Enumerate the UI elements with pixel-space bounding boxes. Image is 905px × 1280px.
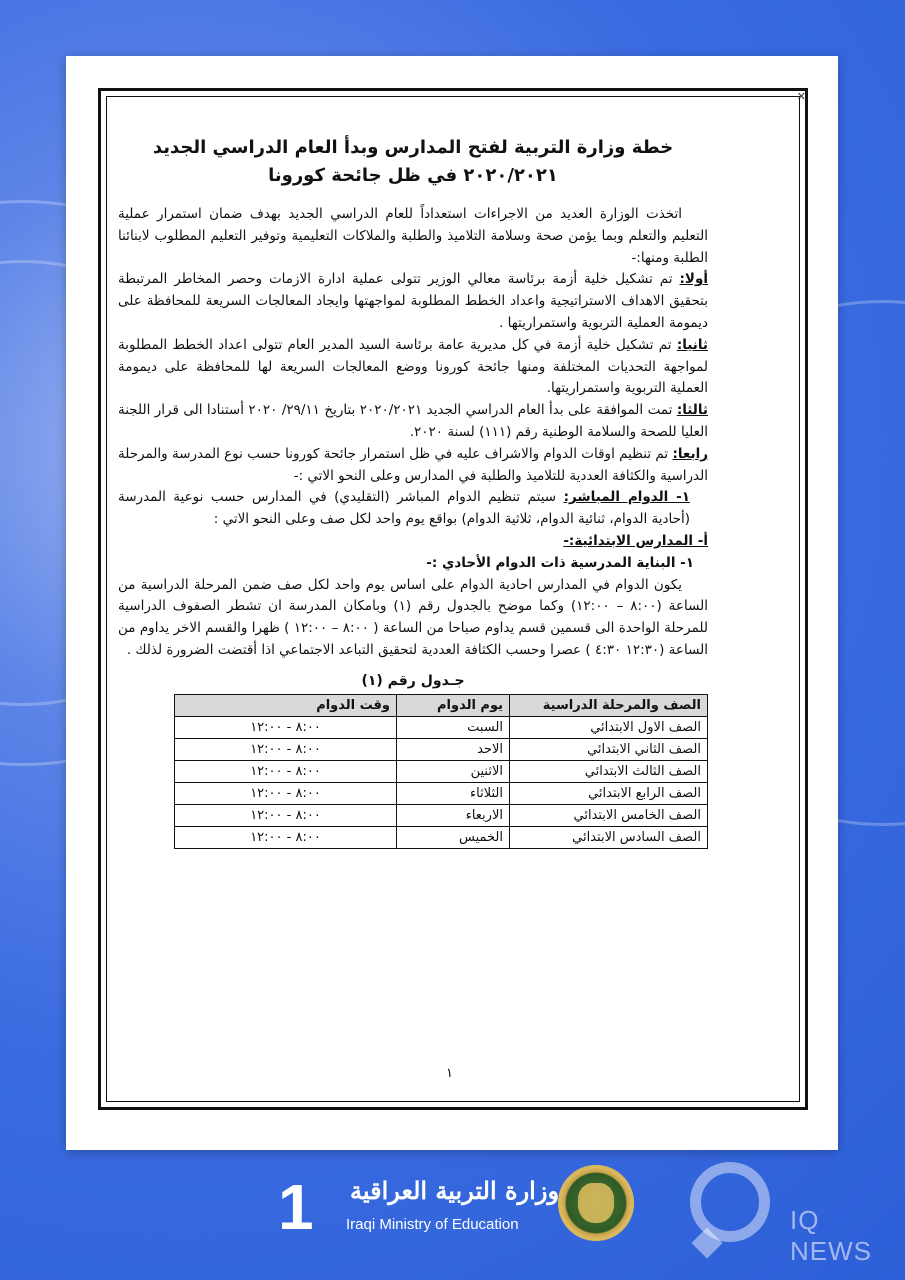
page-number: ١: [446, 1066, 453, 1081]
point-fourth-label: رابعا:: [672, 445, 708, 462]
table-row: [175, 760, 708, 782]
table-title: جـدول رقم (١): [361, 672, 465, 689]
header-time: وقت الدوام: [175, 694, 397, 716]
table-row: [175, 826, 708, 848]
news-logo-icon: [690, 1162, 770, 1242]
corner-mark: ✕: [796, 90, 806, 103]
cell-time: ٨:٠٠ - ١٢:٠٠: [175, 804, 397, 826]
cell-class: الصف الثاني الابتدائي: [510, 738, 708, 760]
point-first: [118, 269, 708, 334]
table-row: [175, 716, 708, 738]
cell-day: الاحد: [397, 738, 510, 760]
cell-class: الصف الاول الابتدائي: [510, 716, 708, 738]
cell-day: الاربعاء: [397, 804, 510, 826]
single-shift-heading: ١- البناية المدرسية ذات الدوام الأحادي :-: [426, 554, 694, 571]
point-second-label: ثانيا:: [676, 336, 708, 353]
point-third-label: ثالثا:: [676, 402, 708, 419]
primary-schools-heading: أ- المدارس الابتدائية:-: [563, 532, 708, 549]
cell-time: ٨:٠٠ - ١٢:٠٠: [175, 826, 397, 848]
emblem-center: [578, 1183, 614, 1223]
point-third: [118, 400, 708, 444]
cell-time: ٨:٠٠ - ١٢:٠٠: [175, 760, 397, 782]
point-second-text: تم تشكيل خلية أزمة في كل مديرية عامة برئاسة السيد المدير العام تتولى اعداد الخطط المطلوبة لمواجهة التحديات المختلفة ومنها جائحة كورونا ووضع المعالجات السريعة لها للمحافظة على ديمومة العملية التربوية واستمراريتها.: [118, 336, 708, 397]
document-body: [118, 134, 708, 849]
ministry-name-english: Iraqi Ministry of Education: [346, 1216, 519, 1233]
direct-attendance-text: سيتم تنظيم الدوام المباشر (التقليدي) في المدارس حسب نوعية المدرسة (أحادية الدوام، ثنائية الدوام، ثلاثية الدوام) بواقع يوم واحد لكل صف وعلى النحو الاتي :: [118, 489, 690, 528]
point-second: [118, 335, 708, 400]
point-first-label: أولا:: [679, 271, 708, 288]
point-third-text: تمت الموافقة على بدأ العام الدراسي الجديد ٢٠٢٠/٢٠٢١ بتاريخ ٢٩/١١/ ٢٠٢٠ أستنادا الى قرار اللجنة العليا للصحة والسلامة الوطنية رقم (١١١) لسنة ٢٠٢٠.: [118, 402, 708, 440]
single-shift-paragraph: يكون الدوام في المدارس احادية الدوام على اساس يوم واحد لكل صف ضمن المرحلة الدراسية من الساعة (٨:٠٠ – ١٢:٠٠) وكما موضح بالجدول رقم (١) وبامكان المدرسة ان تشطر الصفوف الدراسية للمرحلة الواحدة الى قسمين قسم يداوم صباحا من الساعة ( ٨:٠٠ – ١٢:٠٠ ) ظهرا والقسم الاخر يداوم من الساعة (١٢:٣٠ ٤:٣٠ ) عصرا وحسب الكثافة العددية لتحقيق التباعد الاجتماعي اذا أقتضت الضرورة لذلك .: [118, 576, 708, 658]
intro-paragraph: اتخذت الوزارة العديد من الاجراءات استعداداً للعام الدراسي الجديد بهدف ضمان استمرار عملية التعليم والتعلم وبما يؤمن صحة وسلامة التلاميذ والطلبة والملاكات التعليمية وتوفير التعليم المطلوب لابنائنا الطلبة ومنها:-: [118, 206, 708, 266]
point-fourth-text: تم تنظيم اوقات الدوام والاشراف عليه في ظل استمرار جائحة كورونا حسب نوع المدرسة والمرحلة الدراسية والكثافة العددية للتلاميذ والطلبة في المدارس وعلى النحو الاتي :-: [118, 445, 708, 484]
document-sheet: [66, 56, 838, 1150]
table-row: [175, 782, 708, 804]
document-title: خطة وزارة التربية لفتح المدارس وبدأ العام الدراسي الجديد: [152, 137, 674, 158]
cell-time: ٨:٠٠ - ١٢:٠٠: [175, 716, 397, 738]
schedule-table: [174, 694, 708, 849]
cell-class: الصف الثالث الابتدائي: [510, 760, 708, 782]
news-watermark: IQ NEWS: [790, 1205, 872, 1266]
ministry-name-arabic: وزارة التربية العراقية: [350, 1176, 560, 1205]
ministry-emblem-icon: [558, 1165, 634, 1241]
cell-time: ٨:٠٠ - ١٢:٠٠: [175, 782, 397, 804]
document-subtitle: ٢٠٢٠/٢٠٢١ في ظل جائحة كورونا: [268, 165, 558, 186]
direct-attendance-label: ١- الدوام المباشر:: [563, 489, 690, 506]
cell-day: الثلاثاء: [397, 782, 510, 804]
header-day: يوم الدوام: [397, 694, 510, 716]
table-header-row: [175, 694, 708, 716]
cell-day: السبت: [397, 716, 510, 738]
cell-day: الخميس: [397, 826, 510, 848]
table-row: [175, 804, 708, 826]
cell-class: الصف الرابع الابتدائي: [510, 782, 708, 804]
cell-class: الصف الخامس الابتدائي: [510, 804, 708, 826]
cell-time: ٨:٠٠ - ١٢:٠٠: [175, 738, 397, 760]
header-class: الصف والمرحلة الدراسية: [510, 694, 708, 716]
cell-class: الصف السادس الابتدائي: [510, 826, 708, 848]
point-first-text: تم تشكيل خلية أزمة برئاسة معالي الوزير تتولى عملية ادارة الازمات وحصر المخاطر المرتبطة بتحقيق الاهداف الاستراتيجية واعداد الخطط المطلوبة لمواجهتها وايجاد المعالجات السريعة للمحافظة على ديمومة العملية التربوية واستمراريتها .: [118, 271, 708, 331]
point-fourth: [118, 444, 708, 488]
page-badge: 1: [278, 1171, 314, 1243]
direct-attendance: [118, 487, 708, 531]
cell-day: الاثنين: [397, 760, 510, 782]
table-row: [175, 738, 708, 760]
